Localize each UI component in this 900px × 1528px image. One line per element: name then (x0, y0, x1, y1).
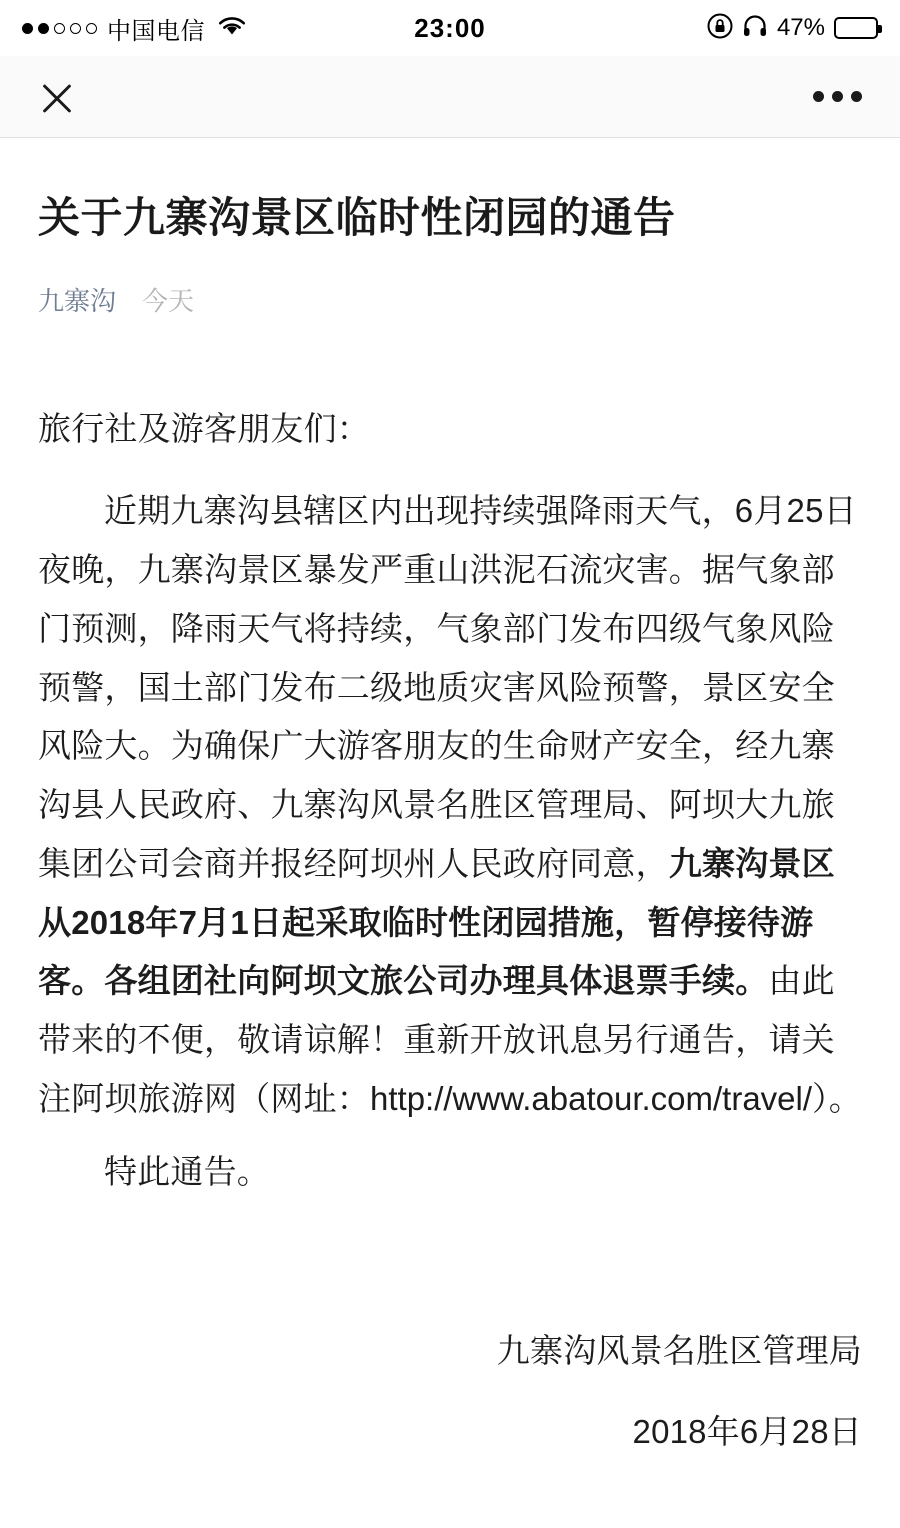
article-meta (38, 281, 862, 318)
paragraph-text-bold: 九寨沟景区从2018年7月1日起采取临时性闭园措施，暂停接待游客。各组团社向阿坝文旅公司办理具体退票手续。 (38, 844, 835, 1000)
abatour-url[interactable]: http://www.abatour.com/travel/ (370, 1079, 813, 1117)
status-bar (0, 0, 900, 56)
status-bar-left (22, 11, 247, 46)
status-bar-right (707, 13, 878, 44)
headphones-icon (742, 13, 768, 44)
battery-icon (834, 17, 878, 39)
paragraph-text-part-1: 近期九寨沟县辖区内出现持续强降雨天气，6月25日夜晚，九寨沟景区暴发严重山洪泥石流灾害。据气象部门预测，降雨天气将持续，气象部门发布四级气象风险预警，国土部门发布二级地质灾害风险预警，景区安全风险大。为确保广大游客朋友的生命财产安全，经九寨沟县人民政府、九寨沟风景名胜区管理局、阿坝大九旅集团公司会商并报经阿坝州人民政府同意， (38, 492, 857, 882)
account-name-link[interactable]: 九寨沟 (38, 285, 117, 316)
main-paragraph (38, 482, 862, 1128)
signal-strength-icon (22, 23, 97, 34)
publish-date: 今天 (142, 285, 195, 316)
page-title: 关于九寨沟景区临时性闭园的通告 (38, 194, 676, 241)
article-container (0, 138, 900, 1461)
rotation-lock-icon (707, 13, 733, 44)
battery-percentage-label: 47% (776, 14, 825, 41)
signature-organization: 九寨沟风景名胜区管理局 (496, 1332, 862, 1370)
paragraph-text-part-2: 由此带来的不便，敬请谅解！重新开放讯息另行通告，请关注阿坝旅游网（网址： (38, 962, 835, 1117)
salutation-paragraph: 旅行社及游客朋友们： (38, 409, 370, 447)
article-body (38, 400, 862, 1462)
navigation-bar (0, 56, 900, 138)
signature-date: 2018年6月28日 (632, 1412, 862, 1450)
closing-paragraph: 特此通告。 (104, 1152, 270, 1190)
close-icon[interactable] (38, 78, 76, 116)
carrier-label: 中国电信 (107, 17, 205, 45)
paragraph-text-part-3: ）。 (812, 1079, 862, 1117)
status-bar-clock: 23:00 (414, 12, 486, 43)
more-options-icon[interactable] (813, 91, 862, 102)
wifi-icon (217, 15, 247, 42)
